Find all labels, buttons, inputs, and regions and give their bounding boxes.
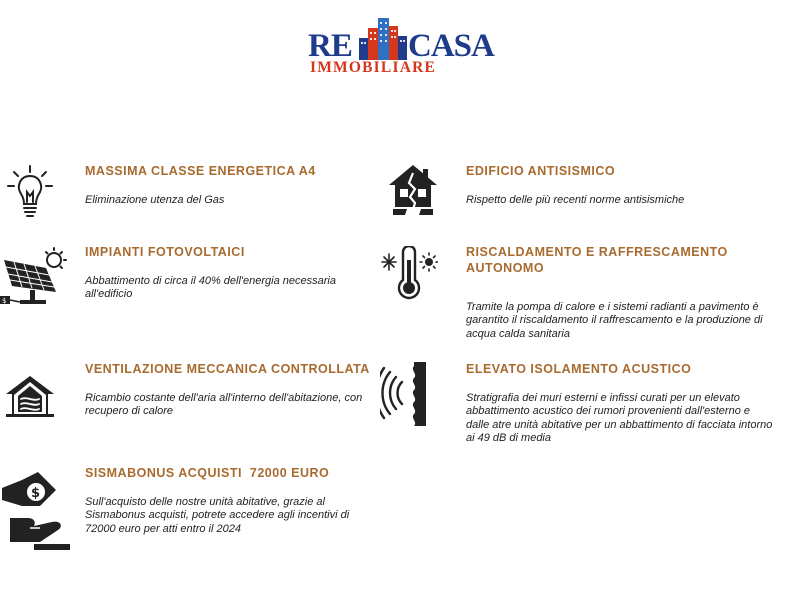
feature-description: Abbattimento di circa il 40% dell'energia necessaria all'edificio: [85, 275, 336, 301]
money-hand-icon: [0, 470, 72, 552]
solar-panel-icon: [0, 246, 68, 308]
feature-description: Sull'acquisto delle nostre unità abitative, grazie al Sismabonus acquisti, potrete accedere agli incentivi di 72000 euro per atti entro il 2024: [85, 496, 350, 535]
house-ventilation-icon: [4, 374, 56, 418]
feature-title: VENTILAZIONE MECCANICA CONTROLLATA: [85, 362, 370, 376]
logo-casa: CASA: [408, 28, 494, 64]
feature-description: Tramite la pompa di calore e i sistemi radianti a pavimento è garantito il riscaldamento il raffrescamento e la produzione di acqua calda sanitaria: [466, 301, 763, 340]
feature-description: Eliminazione utenza del Gas: [85, 194, 225, 206]
svg-text:$: $: [2, 297, 7, 305]
feature-title: IMPIANTI FOTOVOLTAICI: [85, 245, 245, 259]
sound-insulation-icon: [380, 360, 430, 428]
feature-title: RISCALDAMENTO E RAFFRESCAMENTO AUTONOMO: [466, 245, 732, 275]
feature-title: MASSIMA CLASSE ENERGETICA A4: [85, 164, 316, 178]
feature-description: Rispetto delle più recenti norme antisismiche: [466, 194, 685, 206]
feature-title: ELEVATO ISOLAMENTO ACUSTICO: [466, 362, 692, 376]
logo-immobiliare: IMMOBILIARE: [310, 59, 437, 76]
thermometer-icon: [380, 246, 438, 300]
svg-text:$: $: [31, 486, 41, 501]
feature-title: SISMABONUS ACQUISTI 72000 EURO: [85, 466, 330, 480]
logo-buildings-icon: [357, 16, 409, 60]
company-logo: [308, 14, 494, 76]
lightbulb-icon: [6, 164, 54, 218]
feature-description: Stratigrafia dei muri esterni e infissi curati per un elevato abbattimento acustico dei rumori provenienti dall'esterno e dalle atre unità abitative per un abbattimento di facciata intorno ai 49 dB di media: [466, 392, 773, 445]
feature-description: Ricambio costante dell'aria all'interno dell'abitazione, con recupero di calore: [85, 392, 363, 418]
feature-title: EDIFICIO ANTISISMICO: [466, 164, 616, 178]
cracked-house-icon: [387, 163, 439, 221]
logo-re: RE: [308, 28, 352, 64]
